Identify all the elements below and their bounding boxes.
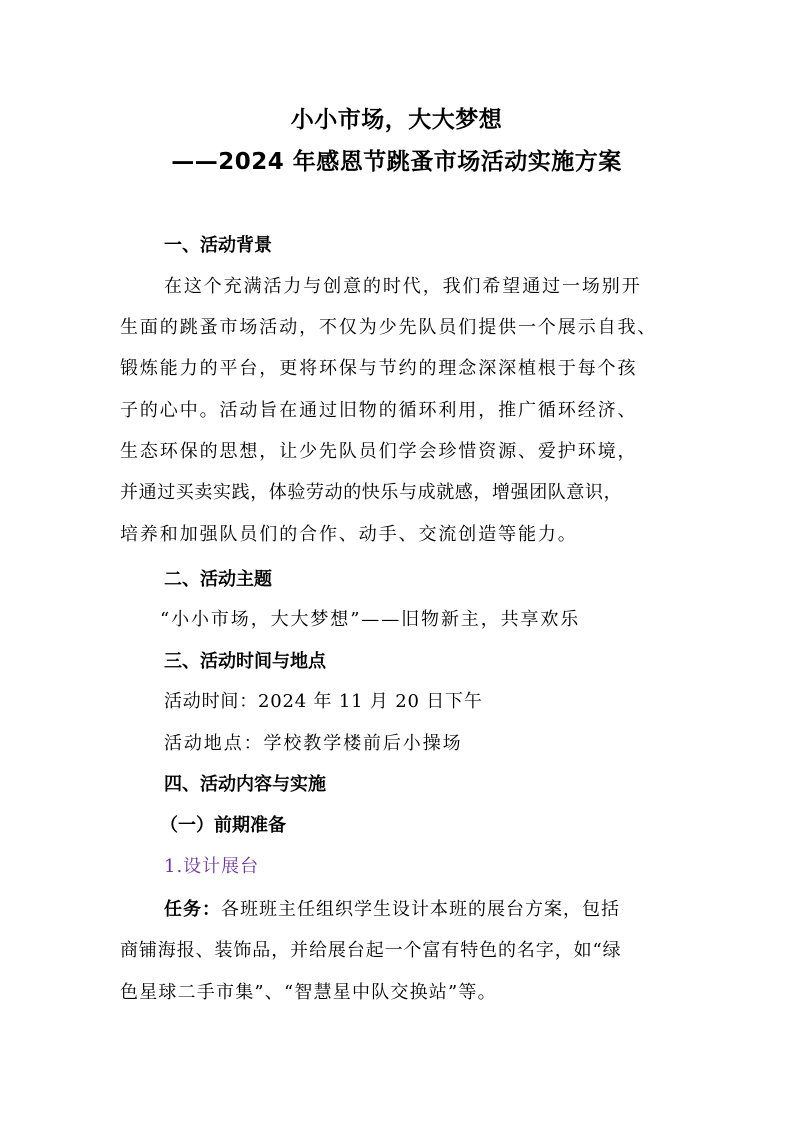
theme-text: “小小市场，大大梦想”——旧物新主，共享欢乐	[160, 609, 581, 630]
section-heading-content: 四、活动内容与实施	[164, 774, 326, 795]
task-label: 任务：	[164, 899, 221, 920]
task-line	[164, 895, 620, 921]
paragraph-line: 培养和加强队员们的合作、动手、交流创造等能力。	[120, 524, 578, 545]
document-subtitle: ——2024 年感恩节跳蚤市场活动实施方案	[171, 149, 622, 175]
section-heading-background: 一、活动背景	[164, 235, 272, 256]
activity-place: 活动地点：学校教学楼前后小操场	[164, 733, 463, 754]
paragraph-line: 并通过买卖实践，体验劳动的快乐与成就感，增强团队意识，	[120, 482, 623, 503]
paragraph-line: 子的心中。活动旨在通过旧物的循环利用，推广循环经济、	[120, 400, 638, 421]
paragraph-line: 生面的跳蚤市场活动，不仅为少先队员们提供一个展示自我、	[120, 317, 658, 338]
activity-time: 活动时间：2024 年 11 月 20 日下午	[164, 691, 483, 712]
item-title-design-booth: 1.设计展台	[164, 856, 260, 877]
section-heading-theme: 二、活动主题	[164, 569, 272, 590]
paragraph-line: 在这个充满活力与创意的时代，我们希望通过一场别开	[164, 276, 642, 297]
subsection-heading-preparation: （一）前期准备	[160, 815, 286, 836]
task-line: 色星球二手市集”、“智慧星中队交换站”等。	[120, 982, 497, 1003]
task-line: 商铺海报、装饰品，并给展台起一个富有特色的名字，如“绿	[120, 940, 622, 961]
paragraph-line: 生态环保的思想，让少先队员们学会珍惜资源、爱护环境，	[120, 441, 638, 462]
document-title: 小小市场，大大梦想	[290, 107, 503, 133]
task-text: 各班班主任组织学生设计本班的展台方案，包括	[221, 899, 620, 920]
paragraph-line: 锻炼能力的平台，更将环保与节约的理念深深植根于每个孩	[120, 358, 638, 379]
section-heading-time-place: 三、活动时间与地点	[164, 651, 326, 672]
